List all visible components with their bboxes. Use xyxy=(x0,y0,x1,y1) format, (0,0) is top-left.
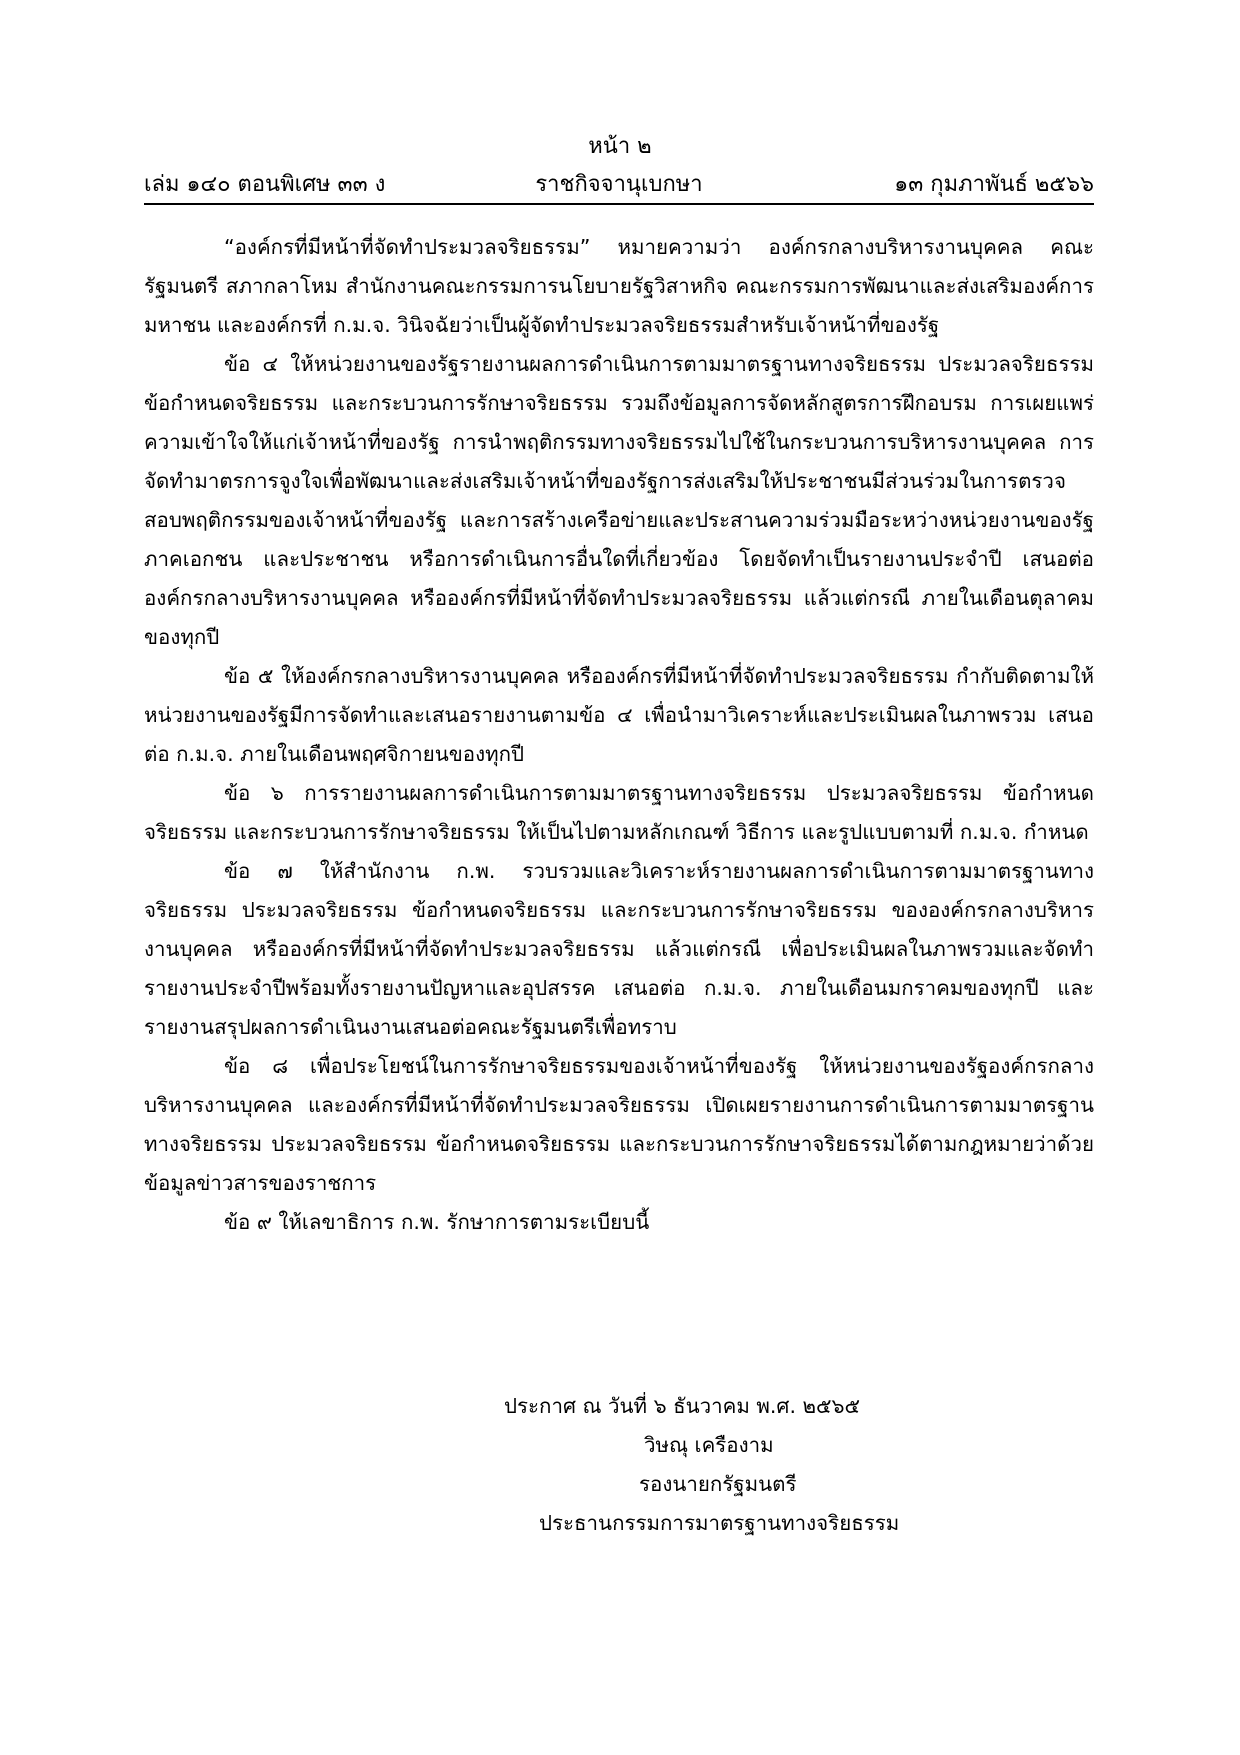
header-rule xyxy=(144,203,1094,205)
header-publication-title: ราชกิจจานุเบกษา xyxy=(535,172,703,197)
paragraph-definition: “องค์กรที่มีหน้าที่จัดทำประมวลจริยธรรม” หมายความว่า องค์กรกลางบริหารงานบุคคล คณะรัฐมนตรี สภากลาโหม สำนักงานคณะกรรมการนโยบายรัฐวิสาหกิจ คณะกรรมการพัฒนาและส่งเสริมองค์การมหาชน และองค์กรที่ ก.ม.จ. วินิจฉัยว่าเป็นผู้จัดทำประมวลจริยธรรมสำหรับเจ้าหน้าที่ของรัฐ xyxy=(144,235,1094,337)
paragraph-clause-6: ข้อ ๖ การรายงานผลการดำเนินการตามมาตรฐานทางจริยธรรม ประมวลจริยธรรม ข้อกำหนดจริยธรรม และกระบวนการรักษาจริยธรรม ให้เป็นไปตามหลักเกณฑ์ วิธีการ และรูปแบบตามที่ ก.ม.จ. กำหนด xyxy=(144,781,1094,844)
document-body xyxy=(144,228,1094,1242)
paragraph-clause-5: ข้อ ๕ ให้องค์กรกลางบริหารงานบุคคล หรือองค์กรที่มีหน้าที่จัดทำประมวลจริยธรรม กำกับติดตามให้หน่วยงานของรัฐมีการจัดทำและเสนอรายงานตามข้อ ๔ เพื่อนำมาวิเคราะห์และประเมินผลในภาพรวม เสนอต่อ ก.ม.จ. ภายในเดือนพฤศจิกายนของทุกปี xyxy=(144,664,1094,766)
page-number: หน้า ๒ xyxy=(588,134,652,159)
paragraph-clause-4: ข้อ ๔ ให้หน่วยงานของรัฐรายงานผลการดำเนินการตามมาตรฐานทางจริยธรรม ประมวลจริยธรรม ข้อกำหนดจริยธรรม และกระบวนการรักษาจริยธรรม รวมถึงข้อมูลการจัดหลักสูตรการฝึกอบรม การเผยแพร่ความเข้าใจให้แก่เจ้าหน้าที่ของรัฐ การนำพฤติกรรมทางจริยธรรมไปใช้ในกระบวนการบริหารงานบุคคล การจัดทำมาตรการจูงใจเพื่อพัฒนาและส่งเสริมเจ้าหน้าที่ของรัฐการส่งเสริมให้ประชาชนมีส่วนร่วมในการตรวจสอบพฤติกรรมของเจ้าหน้าที่ของรัฐ และการสร้างเครือข่ายและประสานความร่วมมือระหว่างหน่วยงานของรัฐ ภาคเอกชน และประชาชน หรือการดำเนินการอื่นใดที่เกี่ยวข้อง โดยจัดทำเป็นรายงานประจำปี เสนอต่อองค์กรกลางบริหารงานบุคคล หรือองค์กรที่มีหน้าที่จัดทำประมวลจริยธรรม แล้วแต่กรณี ภายในเดือนตุลาคมของทุกปี xyxy=(144,352,1094,649)
signatory-title: ประธานกรรมการมาตรฐานทางจริยธรรม xyxy=(539,1511,900,1535)
paragraph-clause-9: ข้อ ๙ ให้เลขาธิการ ก.พ. รักษาการตามระเบียบนี้ xyxy=(224,1210,650,1234)
header-date: ๑๓ กุมภาพันธ์ ๒๕๖๖ xyxy=(894,172,1094,197)
signature-date: ประกาศ ณ วันที่ ๖ ธันวาคม พ.ศ. ๒๕๖๕ xyxy=(504,1394,861,1418)
signatory-name: วิษณุ เครืองาม xyxy=(644,1433,774,1457)
paragraph-clause-8: ข้อ ๘ เพื่อประโยชน์ในการรักษาจริยธรรมของเจ้าหน้าที่ของรัฐ ให้หน่วยงานของรัฐองค์กรกลางบริหารงานบุคคล และองค์กรที่มีหน้าที่จัดทำประมวลจริยธรรม เปิดเผยรายงานการดำเนินการตามมาตรฐานทางจริยธรรม ประมวลจริยธรรม ข้อกำหนดจริยธรรม และกระบวนการรักษาจริยธรรมได้ตามกฎหมายว่าด้วยข้อมูลข่าวสารของราชการ xyxy=(144,1054,1094,1195)
paragraph-clause-7: ข้อ ๗ ให้สำนักงาน ก.พ. รวบรวมและวิเคราะห์รายงานผลการดำเนินการตามมาตรฐานทางจริยธรรม ประมวลจริยธรรม ข้อกำหนดจริยธรรม และกระบวนการรักษาจริยธรรม ขององค์กรกลางบริหารงานบุคคล หรือองค์กรที่มีหน้าที่จัดทำประมวลจริยธรรม แล้วแต่กรณี เพื่อประเมินผลในภาพรวมและจัดทำรายงานประจำปีพร้อมทั้งรายงานปัญหาและอุปสรรค เสนอต่อ ก.ม.จ. ภายในเดือนมกราคมของทุกปี และรายงานสรุปผลการดำเนินงานเสนอต่อคณะรัฐมนตรีเพื่อทราบ xyxy=(144,859,1094,1039)
header-volume-issue: เล่ม ๑๔๐ ตอนพิเศษ ๓๓ ง xyxy=(144,172,386,197)
gazette-header xyxy=(144,166,1094,202)
signatory-position: รองนายกรัฐมนตรี xyxy=(639,1472,797,1496)
